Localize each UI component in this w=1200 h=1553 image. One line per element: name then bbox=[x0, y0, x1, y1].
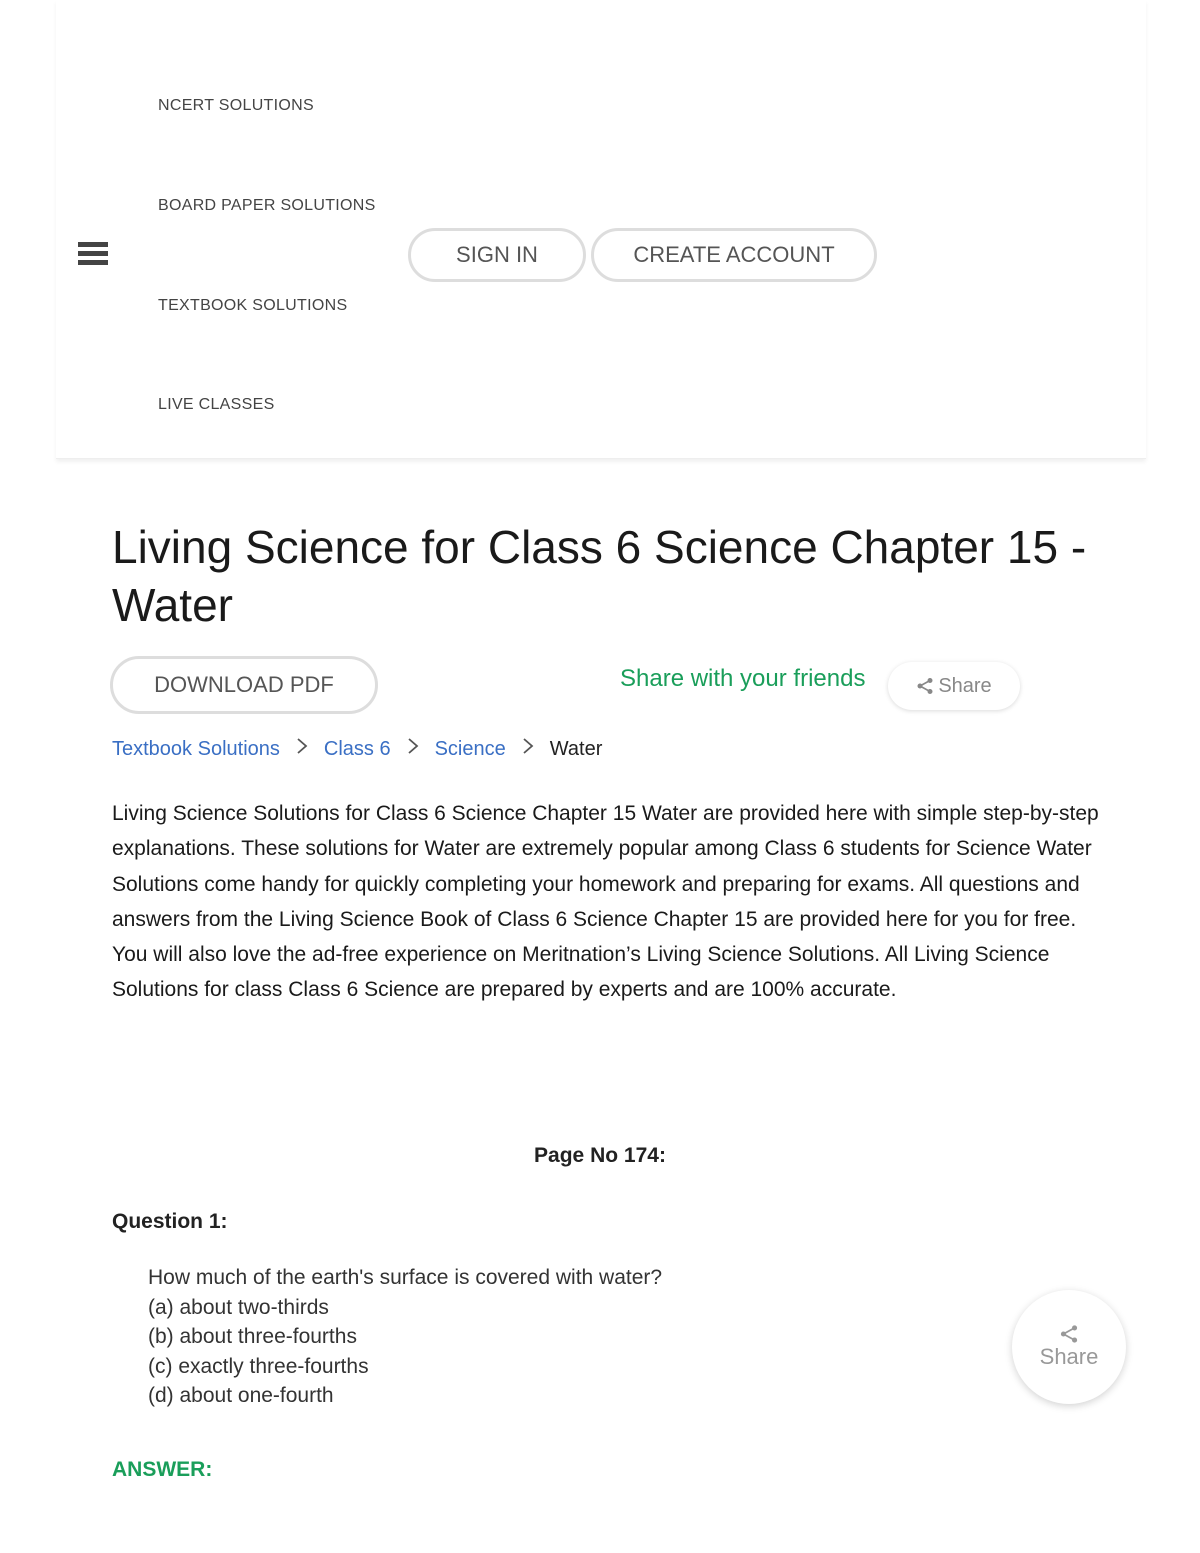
question-label: Question 1: bbox=[112, 1210, 228, 1233]
floating-share-button[interactable] bbox=[1012, 1290, 1126, 1404]
option-a: (a) about two-thirds bbox=[148, 1295, 329, 1319]
option-c: (c) exactly three-fourths bbox=[148, 1354, 369, 1378]
breadcrumb-textbook-solutions[interactable]: Textbook Solutions bbox=[112, 737, 280, 760]
chevron-right-icon bbox=[280, 737, 324, 761]
nav-textbook-solutions[interactable]: TEXTBOOK SOLUTIONS bbox=[158, 297, 348, 314]
chevron-right-icon bbox=[506, 737, 550, 761]
nav-board-paper-solutions[interactable]: BOARD PAPER SOLUTIONS bbox=[158, 197, 376, 214]
download-pdf-button[interactable]: DOWNLOAD PDF bbox=[110, 656, 378, 714]
chevron-right-icon bbox=[391, 737, 435, 761]
create-account-button[interactable]: CREATE ACCOUNT bbox=[591, 228, 877, 282]
site-header bbox=[56, 0, 1146, 459]
share-prompt: Share with your friends bbox=[620, 665, 866, 692]
share-icon bbox=[916, 677, 934, 695]
menu-icon[interactable] bbox=[78, 242, 108, 266]
page-number-heading: Page No 174: bbox=[534, 1144, 666, 1167]
sign-in-button[interactable]: SIGN IN bbox=[408, 228, 586, 282]
floating-share-label: Share bbox=[1039, 1344, 1099, 1369]
answer-label: ANSWER: bbox=[112, 1458, 213, 1481]
breadcrumb-current: Water bbox=[549, 737, 603, 760]
breadcrumb-class-6[interactable]: Class 6 bbox=[323, 737, 391, 760]
breadcrumb bbox=[112, 737, 602, 761]
option-d: (d) about one-fourth bbox=[148, 1384, 334, 1407]
share-button[interactable] bbox=[888, 662, 1020, 710]
page-title: Living Science for Class 6 Science Chapter 15 - Water bbox=[112, 521, 1087, 631]
share-icon bbox=[1059, 1324, 1079, 1344]
nav-ncert-solutions[interactable]: NCERT SOLUTIONS bbox=[158, 97, 314, 114]
question-body bbox=[148, 1263, 662, 1411]
nav-live-classes[interactable]: LIVE CLASSES bbox=[158, 396, 275, 413]
intro-paragraph: Living Science Solutions for Class 6 Science Chapter 15 Water are provided here with simple step-by-step explanations. These solutions for Water are extremely popular among Class 6 students for Science Water Solutions come handy for quickly completing your homework and preparing for exams. All questions and answers from the Living Science Book of Class 6 Science Chapter 15 are provided here for you for free. You will also love the ad-free experience on Meritnation’s Living Science Solutions. All Living Science Solutions for class Class 6 Science are prepared by experts and are 100% accurate. bbox=[112, 802, 1099, 1002]
share-button-label: Share bbox=[938, 674, 992, 697]
question-text: How much of the earth's surface is covered with water? bbox=[148, 1266, 663, 1289]
option-b: (b) about three-fourths bbox=[148, 1325, 357, 1348]
breadcrumb-science[interactable]: Science bbox=[434, 737, 506, 760]
